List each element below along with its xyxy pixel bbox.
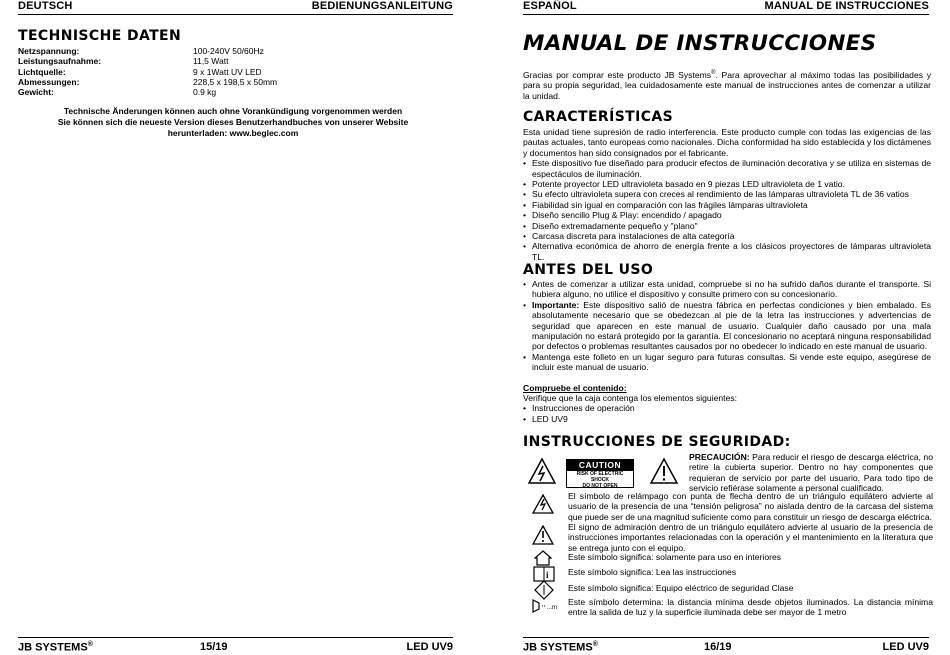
intro-text-cont: . Para aprovechar al máximo todas las posibilidades y para su propia seguridad, lea cuidadosamente este manual de instrucciones antes de comenzar a utilizar la unidad.	[523, 69, 931, 101]
page-footer	[18, 637, 453, 655]
spec-row	[18, 56, 458, 66]
page-footer	[523, 637, 929, 655]
note-line: Sie können sich die neueste Version dieses Benutzerhandbuches von unserer Website	[57, 117, 409, 127]
note-line: Technische Änderungen können auch ohne Vorankündigung vorgenommen werden	[63, 106, 403, 116]
spec-value: 100-240V 50/60Hz	[193, 46, 264, 56]
features-intro: Esta unidad tiene supresión de radio interferencia. Este producto cumple con todas las exigencias de las pautas actuales, tanto europeas como nacionales. Dicha conformidad ha sido establecida y los dictámenes y documentos han sido consignados por el fabricante.	[523, 127, 931, 158]
list-item: • Mantenga este folleto en un lugar seguro para futuras consultas. Si vende este equipo, asegúrese de incluir este manual de usuario.	[523, 352, 931, 373]
list-item: • Antes de comenzar a utilizar esta unidad, compruebe si no ha sufrido daños durante el transporte. Si hubiera alguno, no utilice el dispositivo y consulte primero con su concesionario.	[523, 279, 931, 300]
section-title-features: CARACTERÍSTICAS	[523, 109, 674, 125]
list-item: • Potente proyector LED ultravioleta basado en 9 piezas LED ultravioleta de 1 vatio.	[523, 179, 931, 189]
spec-row	[18, 67, 458, 77]
header-language: ESPAÑOL	[523, 0, 577, 12]
left-page	[0, 0, 475, 654]
lightning-symbol-text: El símbolo de relámpago con punta de flecha dentro de un triángulo equilátero advierte al usuario de la presencia de una “tensión peligrosa” no aislada dentro de la carcasa del sistema que puede ser de una magnitud suficiente como para constituir un riesgo de descarga eléctrica.	[568, 491, 933, 522]
registered-mark: ®	[87, 641, 93, 648]
footer-brand	[523, 641, 598, 654]
header-language: DEUTSCH	[18, 0, 73, 12]
features-list	[523, 158, 931, 262]
header-title: BEDIENUNGSANLEITUNG	[311, 0, 453, 12]
exclamation-triangle-icon	[532, 525, 554, 545]
distance-symbol-text: Este símbolo determina: la distancia mínima desde objetos iluminados. La distancia mínima entre la salida de luz y la superficie iluminada debe ser mayor de 1 metro	[568, 597, 933, 618]
footer-brand	[18, 641, 93, 654]
registered-mark: ®	[592, 641, 598, 648]
class-symbol-text: Este símbolo significa: Equipo eléctrico de seguridad Clase	[568, 583, 794, 593]
footer-model: LED UV9	[406, 641, 453, 653]
list-item	[523, 300, 931, 352]
precaution-text	[689, 452, 933, 494]
precaution-label: PRECAUCIÓN:	[689, 452, 750, 462]
spec-label: Netzspannung:	[18, 46, 80, 56]
spec-row	[18, 46, 458, 56]
features-section	[523, 127, 931, 262]
revision-note	[18, 106, 448, 139]
contents-list	[523, 403, 931, 424]
spec-value: 11,5 Watt	[193, 56, 229, 67]
header-title: MANUAL DE INSTRUCCIONES	[764, 0, 929, 12]
caution-line: RISK OF ELECTRIC SHOCK	[576, 471, 624, 483]
spec-value: 0.9 kg	[193, 87, 217, 98]
section-title-safety: INSTRUCCIONES DE SEGURIDAD:	[523, 434, 791, 450]
spec-row	[18, 77, 458, 87]
distance-icon	[530, 597, 560, 615]
caution-head: CAUTION	[567, 460, 633, 471]
contents-intro: Verifique que la caja contenga los elementos siguientes:	[523, 393, 738, 404]
indoor-symbol-text: Este símbolo significa: solamente para uso en interiores	[568, 552, 782, 562]
exclamation-warning-icon	[650, 458, 678, 484]
spec-value: 9 x 1Watt UV LED	[193, 66, 262, 77]
footer-model: LED UV9	[882, 641, 929, 653]
before-use-list	[523, 279, 931, 373]
before-use-section	[523, 279, 931, 424]
list-item: • Este dispositivo fue diseñado para producir efectos de iluminación decorativa y se utiliza en sistemas de espectáculos de iluminación.	[523, 158, 931, 179]
list-item: • LED UV9	[523, 414, 931, 424]
list-item: • Carcasa discreta para instalaciones de alta categoría	[523, 231, 931, 241]
list-item: • Instrucciones de operación	[523, 403, 931, 413]
section-title-before-use: ANTES DEL USO	[523, 262, 654, 278]
spec-row	[18, 87, 458, 97]
distance-mark: ...m	[547, 605, 557, 611]
footer-page-number: 16/19	[704, 641, 732, 653]
spec-value: 228,5 x 198,5 x 50mm	[193, 76, 278, 87]
brand-text: JB SYSTEMS	[523, 641, 593, 654]
lightning-warning-icon	[528, 458, 556, 484]
spec-label: Abmessungen:	[18, 76, 80, 87]
exclamation-symbol-text: El signo de admiración dentro de un triángulo equilátero advierte al usuario de la presencia de instrucciones importantes relacionadas con la operación y el mantenimiento en la literatura que se entrega junto con el equipo.	[568, 522, 933, 553]
brand-text: JB SYSTEMS	[18, 641, 88, 654]
svg-text:i: i	[546, 570, 549, 580]
important-label: Importante:	[532, 299, 580, 310]
lightning-triangle-icon	[532, 494, 554, 514]
caution-line: DO NOT OPEN	[582, 483, 618, 489]
important-text: Este dispositivo salió de nuestra fábrica en perfectas condiciones y bien embalado. Es absolutamente necesario que se obedezcan al pie de la letra las instrucciones y advertencias de seguridad que aparecen en este manual de usuario. Cualquier daño causado por una mala manipulación no estará protegido por la garantía. El concesionario no aceptará ninguna responsabilidad por defectos o problemas resultantes causados por no obedecer lo indicado en este manual de usuario.	[532, 299, 931, 352]
footer-page-number: 15/19	[200, 641, 228, 653]
list-item: • Diseño sencillo Plug & Play: encendido / apagado	[523, 210, 931, 220]
section-title-technical-data: TECHNISCHE DATEN	[18, 28, 182, 44]
registered-mark: ®	[711, 70, 716, 76]
page-header	[18, 0, 453, 15]
precaution-body: Para reducir el riesgo de descarga eléctrica, no retire la cubierta superior. Dentro no hay componentes que requieran de servicio por parte del usuario. Para todo tipo de servicio refiérase solamente a personal cualificado.	[689, 452, 933, 494]
spec-label: Leistungsaufnahme:	[18, 56, 102, 67]
page-header	[523, 0, 929, 15]
spec-table	[18, 46, 458, 97]
caution-label	[566, 459, 634, 488]
intro-text: Gracias por comprar este producto JB Systems	[523, 69, 712, 80]
list-item: • Alternativa económica de ahorro de energía frente a los clásicos proyectores de lámparas ultravioleta TL.	[523, 241, 931, 262]
contents-title: Compruebe el contenido:	[523, 382, 627, 393]
spec-label: Lichtquelle:	[18, 66, 66, 77]
intro-paragraph	[523, 68, 931, 101]
list-item: • Fiabilidad sin igual en comparación con las frágiles lámparas ultravioleta	[523, 200, 931, 210]
spec-label: Gewicht:	[18, 87, 54, 98]
list-item: • Diseño extremadamente pequeño y "plano"	[523, 221, 931, 231]
read-symbol-text: Este símbolo significa: Lea las instrucciones	[568, 567, 737, 577]
manual-title: MANUAL DE INSTRUCCIONES	[523, 31, 877, 56]
list-item: • Su efecto ultravioleta supera con creces al rendimiento de las lámparas ultravioleta TL de 36 vatios	[523, 189, 931, 199]
note-line: herunterladen: www.beglec.com	[167, 128, 299, 138]
indoor-house-icon	[534, 550, 552, 566]
